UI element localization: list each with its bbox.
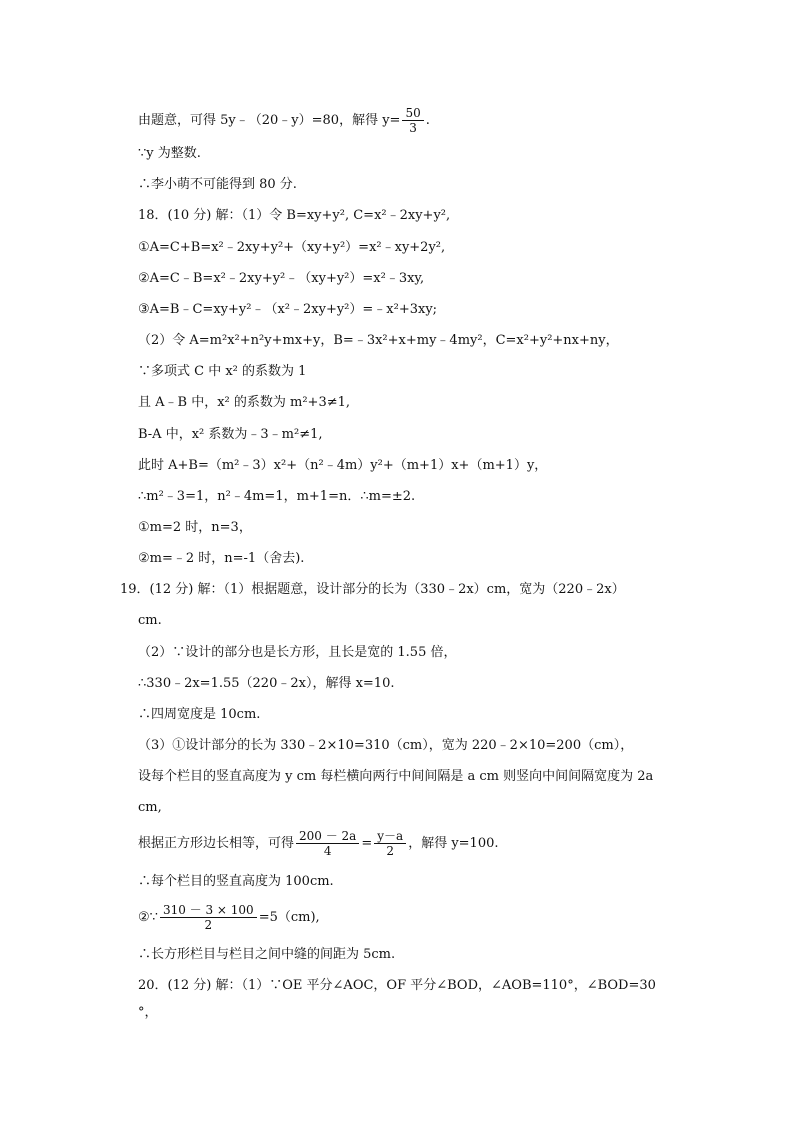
solution-line-1: 由题意，可得 5y﹣（20﹣y）=80，解得 y= $\frac{50}{3}$ . <box>138 106 430 135</box>
q19-line-equation: ∴330﹣2x=1.55（220﹣2x），解得 x=10. <box>138 676 395 691</box>
q19-line-square: 根据正方形边长相等，可得 $\frac{200 - 2a}{4}$ = $\frac{y-a}{2}$ ，解得 y=100. <box>138 829 499 858</box>
q19-line-assume: 设每个栏目的竖直高度为 y cm 每栏横向两行中间间隔是 a cm 则竖向中间间隔宽度为 2a <box>138 769 654 784</box>
question-20-heading: 20．(12 分) 解：（1）∵OE 平分∠AOC，OF 平分∠BOD，∠AOB=110°，∠BOD=30 <box>138 978 656 993</box>
q18-line-12: 此时 A+B=（m²﹣3）x²+（n²﹣4m）y²+（m+1）x+（m+1）y， <box>138 458 548 473</box>
q18-case-3: ③A=B﹣C=xy+y²﹣（x²﹣2xy+y²）=﹣x²+3xy; <box>138 302 438 317</box>
q18-line-10: 且 A﹣B 中，x² 的系数为 m²+3≠1, <box>138 395 351 410</box>
q18-line-11: B-A 中，x² 系数为﹣3﹣m²≠1, <box>138 427 323 442</box>
q19-part-2: （2）∵设计的部分也是长方形，且长是宽的 1.55 倍， <box>138 645 457 660</box>
fraction-200-minus-2a-over-4: $\frac{200 - 2a}{4}$ <box>296 829 359 858</box>
question-19-heading: 19．(12 分) 解：（1）根据题意，设计部分的长为（330﹣2x）cm，宽为（220﹣2x） <box>120 582 625 597</box>
solution-line-3: ∴李小萌不可能得到 80 分. <box>138 177 297 192</box>
q20-line-degree: °， <box>138 1005 158 1020</box>
q19-line-height: ∴每个栏目的竖直高度为 100cm. <box>138 874 334 889</box>
q18-line-13: ∴m²﹣3=1，n²﹣4m=1，m+1=n．∴m=±2. <box>138 489 416 504</box>
q18-line-15: ②m=﹣2 时，n=-1（舍去). <box>138 551 305 566</box>
q18-case-2: ②A=C﹣B=x²﹣2xy+y²﹣（xy+y²）=x²﹣3xy, <box>138 271 425 286</box>
q19-line-width: ∴四周宽度是 10cm. <box>138 707 261 722</box>
fraction-50-over-3: $\frac{50}{3}$ <box>402 106 423 135</box>
q19-line-gap-calc: ②∵ $\frac{310 - 3 \times 100}{2}$ =5（cm), <box>138 903 320 932</box>
q18-case-1: ①A=C+B=x²﹣2xy+y²+（xy+y²）=x²﹣xy+2y², <box>138 240 446 255</box>
q18-line-14: ①m=2 时，n=3， <box>138 520 252 535</box>
q18-part-2: （2）令 A=m²x²+n²y+mx+y，B=﹣3x²+x+my﹣4my²，C=x²+y²+nx+ny， <box>138 333 619 348</box>
q19-part-3: （3）①设计部分的长为 330﹣2×10=310（cm），宽为 220﹣2×10=200（cm）， <box>138 738 634 753</box>
q19-line-conclusion: ∴长方形栏目与栏目之间中缝的间距为 5cm. <box>138 947 396 962</box>
q19-line-cm-2: cm, <box>138 800 162 815</box>
q18-line-9: ∵多项式 C 中 x² 的系数为 1 <box>138 364 307 379</box>
question-18-heading: 18．(10 分) 解：（1）令 B=xy+y², C=x²﹣2xy+y², <box>138 208 451 223</box>
solution-line-2: ∵y 为整数. <box>138 146 201 161</box>
q19-line-cm: cm. <box>138 613 162 628</box>
fraction-310-minus-300-over-2: $\frac{310 - 3 \times 100}{2}$ <box>160 903 257 932</box>
fraction-y-minus-a-over-2: $\frac{y-a}{2}$ <box>374 829 406 858</box>
